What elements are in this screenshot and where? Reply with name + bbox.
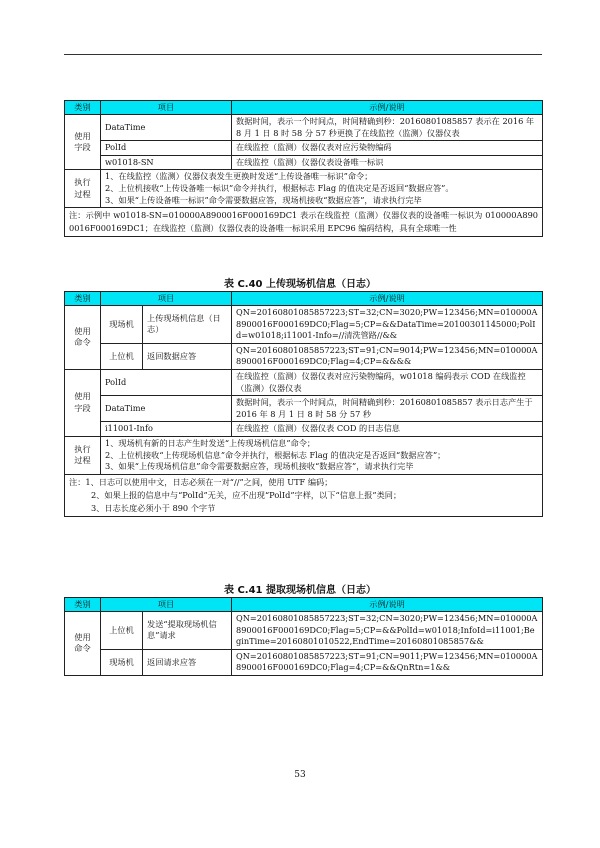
- process-steps: [101, 170, 543, 208]
- command-desc: QN=20160801085857223;ST=32;CN=3020;PW=123456;MN=010000A8900016F000169DC0;Flag=5;CP=&&DataTime=20100301145000;PolId=w01018;i11001-Info=//清洗管路//&&: [232, 306, 543, 344]
- table-row: [65, 343, 543, 369]
- header-item: 项目: [101, 101, 232, 115]
- process-label: 执行 过程: [65, 170, 101, 208]
- table-caption: 表 C.41 提取现场机信息（日志）: [223, 585, 377, 596]
- header-item: 项目: [101, 598, 232, 612]
- actor: 上位机: [101, 612, 143, 650]
- field-item: PolId: [101, 141, 232, 156]
- table-c40: [64, 291, 543, 517]
- command-item: 返回请求应答: [143, 649, 232, 675]
- field-desc: 数据时间，表示一个时间点，时间精确到秒：20160801085857 表示日志产生于 2016 年 8 月 1 日 8 时 58 分 57 秒: [232, 396, 543, 422]
- process-step: 1、在线监控（监测）仪器仪表发生更换时发送“上传设备唯一标识”命令；: [105, 171, 373, 182]
- header-rule: [64, 54, 542, 55]
- actor: 现场机: [101, 306, 143, 344]
- table-c41: [64, 597, 543, 676]
- command-item: 上传现场机信息（日志）: [143, 306, 232, 344]
- field-desc: 在线监控（监测）仪器仪表设备唯一标识: [232, 155, 543, 170]
- field-desc: 在线监控（监测）仪器仪表对应污染物编码: [232, 141, 543, 156]
- table-row: [65, 649, 543, 675]
- actor: 现场机: [101, 649, 143, 675]
- command-desc: QN=20160801085857223;ST=91;CN=9011;PW=123456;MN=010000A8900016F000169DC0;Flag=4;CP=&&QnRtn=1&&: [232, 649, 543, 675]
- use-command-label: 使用 命令: [65, 306, 101, 370]
- table-c39-continued: [64, 100, 543, 237]
- process-step: 2、上位机接收“上传设备唯一标识”命令并执行，根据标志 Flag 的值决定是否返回“数据应答”。: [105, 182, 454, 193]
- table-caption: 表 C.40 上传现场机信息（日志）: [223, 279, 377, 290]
- command-item: 返回数据应答: [143, 343, 232, 369]
- table-row: [65, 369, 543, 395]
- field-item: DataTime: [101, 396, 232, 422]
- use-command-label: 使用 命令: [65, 612, 101, 676]
- table-row: [65, 170, 543, 208]
- field-item: DataTime: [101, 115, 232, 141]
- table-header-row: [65, 101, 543, 115]
- table-row: [65, 396, 543, 422]
- process-label: 执行 过程: [65, 436, 101, 474]
- field-item: PolId: [101, 369, 232, 395]
- use-field-label: 使用 字段: [65, 369, 101, 436]
- table-row: [65, 141, 543, 156]
- table-row: [65, 422, 543, 437]
- table-notes: [65, 474, 543, 516]
- process-step: 3、如果“上传设备唯一标识”命令需要数据应答，现场机接收“数据应答”，请求执行完毕: [105, 194, 422, 205]
- table-row: [65, 436, 543, 474]
- process-step: 3、如果“上传现场机信息”命令需要数据应答，现场机接收“数据应答”，请求执行完毕: [105, 461, 414, 472]
- command-item: 发送“提取现场机信息”请求: [143, 612, 232, 650]
- table-row: [65, 306, 543, 344]
- header-category: 类别: [65, 292, 101, 306]
- table-row: [65, 208, 543, 237]
- field-item: i11001-Info: [101, 422, 232, 437]
- table-row: [65, 474, 543, 516]
- field-desc: 在线监控（监测）仪器仪表 COD 的日志信息: [232, 422, 543, 437]
- table-note: 注：示例中 w01018-SN=010000A8900016F000169DC1 表示在线监控（监测）仪器仪表的设备唯一标识为 010000A8900016F000169DC1；在线监控（监测）仪器仪表的设备唯一标识采用 EPC96 编码结构，具有全球唯一性: [65, 208, 543, 237]
- field-desc: 在线监控（监测）仪器仪表对应污染物编码，w01018 编码表示 COD 在线监控（监测）仪器仪表: [232, 369, 543, 395]
- use-field-label: 使用 字段: [65, 115, 101, 170]
- header-category: 类别: [65, 598, 101, 612]
- process-step: 1、现场机有新的日志产生时发送“上传现场机信息”命令；: [105, 437, 316, 448]
- header-category: 类别: [65, 101, 101, 115]
- note-line: 注：1、日志可以使用中文，日志必须在一对“//”之间，使用 UTF 编码；: [69, 476, 333, 487]
- header-item: 项目: [101, 292, 232, 306]
- table-row: [65, 115, 543, 141]
- table-row: [65, 155, 543, 170]
- field-item: w01018-SN: [101, 155, 232, 170]
- command-desc: QN=20160801085857223;ST=32;CN=3020;PW=123456;MN=010000A8900016F000169DC0;Flag=5;CP=&&PolId=w01018;InfoId=i11001;BeginTime=20160801010522,EndTime=20160801085857&&: [232, 612, 543, 650]
- note-line: 3、日志长度必须小于 890 个字节: [91, 502, 216, 513]
- note-line: 2、如果上报的信息中与“PolId”无关，应不出现“PolId”字样，以下“信息上报”类同；: [91, 489, 402, 500]
- field-desc: 数据时间，表示一个时间点，时间精确到秒：20160801085857 表示在 2016 年 8 月 1 日 8 时 58 分 57 秒更换了在线监控（监测）仪器仪表: [232, 115, 543, 141]
- table-header-row: [65, 292, 543, 306]
- header-description: 示例/说明: [232, 598, 543, 612]
- page-number: 53: [294, 770, 306, 780]
- table-row: [65, 612, 543, 650]
- process-steps: [101, 436, 543, 474]
- process-step: 2、上位机接收“上传现场机信息”命令并执行，根据标志 Flag 的值决定是否返回“数据应答”；: [105, 449, 446, 460]
- header-description: 示例/说明: [232, 292, 543, 306]
- command-desc: QN=20160801085857223;ST=91;CN=9014;PW=123456;MN=010000A8900016F000169DC0;Flag=4;CP=&&&&: [232, 343, 543, 369]
- table-header-row: [65, 598, 543, 612]
- header-description: 示例/说明: [232, 101, 543, 115]
- actor: 上位机: [101, 343, 143, 369]
